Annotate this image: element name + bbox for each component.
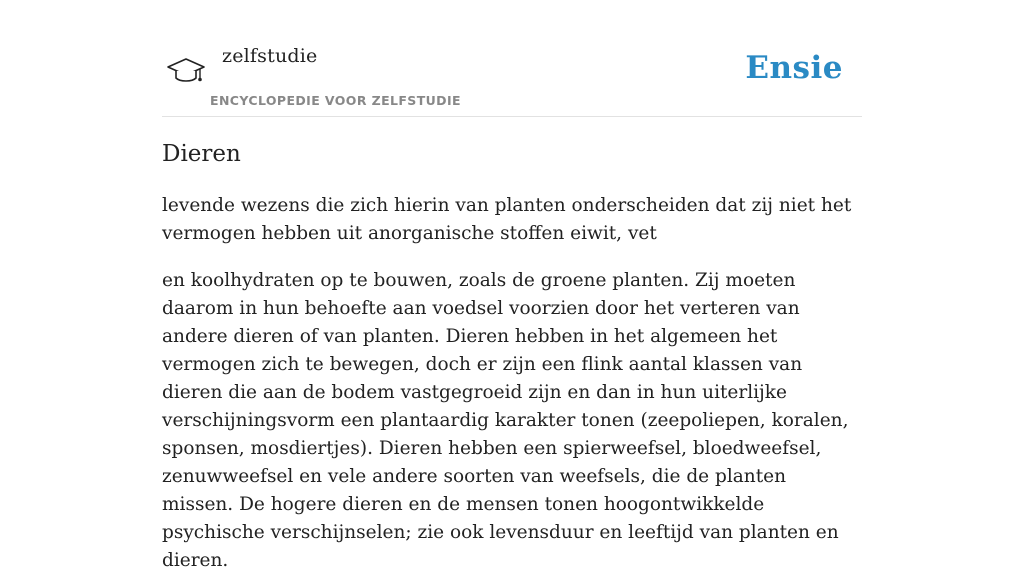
article-title: Dieren <box>162 141 241 167</box>
article-paragraph: en koolhydraten op te bouwen, zoals de groene planten. Zij moeten daarom in hun behoefte aan voedsel voorzien door het verteren van andere dieren of van planten. Dieren hebben in het algemeen het vermogen zich te bewegen, doch er zijn een flink aantal klassen van dieren die aan de bodem vastgegroeid zijn en dan in hun uiterlijke verschijningsvorm een plantaardig karakter tonen (zeepoliepen, koralen, sponsen, mosdiertjes). Dieren hebben een spierweefsel, bloedweefsel, zenuwweefsel en vele andere soorten van weefsels, die de planten missen. De hogere dieren en de mensen tonen hoogontwikkelde psychische verschijnselen; zie ook levensduur en leeftijd van planten en dieren. <box>162 270 849 571</box>
brand-logo[interactable]: Ensie <box>745 50 843 86</box>
site-name[interactable]: zelfstudie <box>222 45 318 67</box>
graduation-cap-icon[interactable] <box>164 50 208 92</box>
article <box>162 138 862 575</box>
article-paragraph: levende wezens die zich hierin van planten onderscheiden dat zij niet het vermogen hebben uit anorganische stoffen eiwit, vet <box>162 195 852 244</box>
site-header <box>162 0 862 117</box>
site-tagline: ENCYCLOPEDIE VOOR ZELFSTUDIE <box>210 93 461 108</box>
